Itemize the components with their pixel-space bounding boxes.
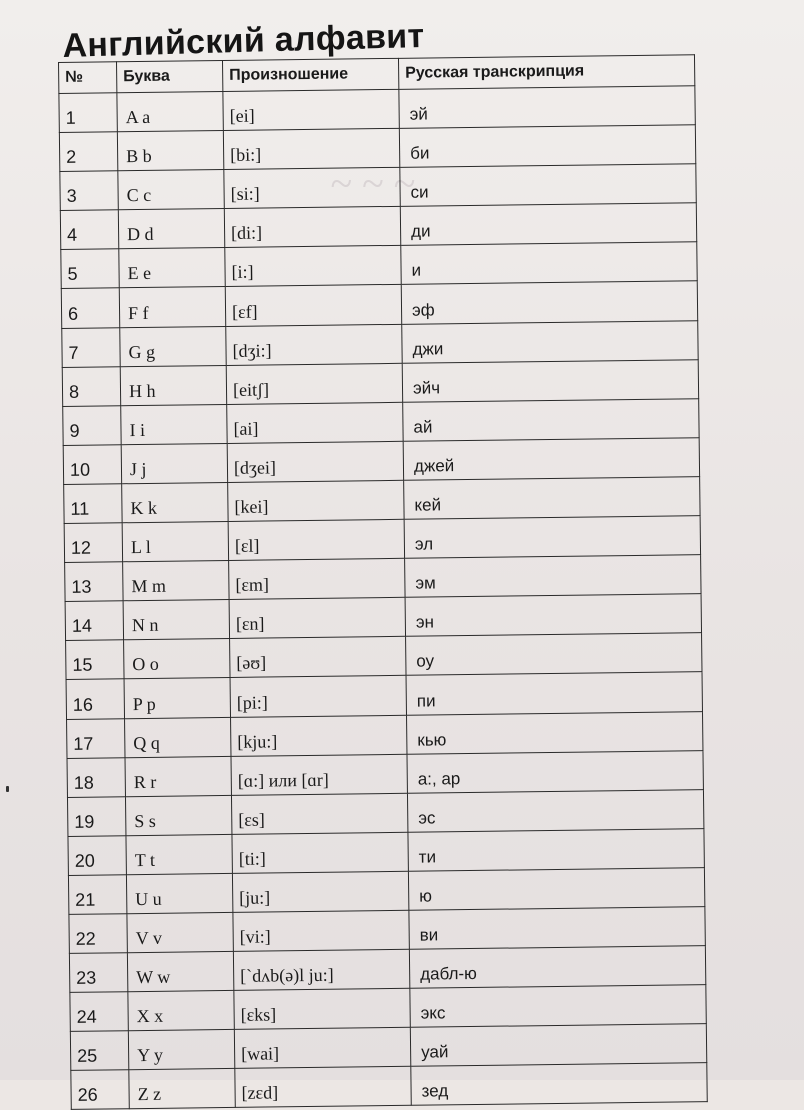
row-pronunciation: [əʊ] xyxy=(230,637,406,678)
header-letter: Буква xyxy=(117,60,223,92)
row-number: 21 xyxy=(68,875,126,915)
row-russian-transcription: эйч xyxy=(402,359,698,402)
row-number: 1 xyxy=(59,93,117,133)
row-number: 2 xyxy=(59,132,117,172)
row-russian-transcription: кей xyxy=(404,477,700,520)
row-letter: Q q xyxy=(125,717,231,757)
row-russian-transcription: зед xyxy=(411,1063,707,1106)
row-number: 11 xyxy=(64,484,122,524)
row-letter: M m xyxy=(123,561,229,601)
row-number: 16 xyxy=(66,679,124,719)
row-russian-transcription: би xyxy=(399,125,695,168)
row-russian-transcription: эн xyxy=(405,594,701,637)
row-letter: H h xyxy=(120,365,226,405)
row-letter: I i xyxy=(121,404,227,444)
row-letter: L l xyxy=(122,521,228,561)
table-body xyxy=(59,86,707,1110)
row-pronunciation: [wai] xyxy=(234,1028,410,1069)
row-number: 9 xyxy=(63,406,121,446)
row-number: 25 xyxy=(70,1031,128,1071)
row-letter: B b xyxy=(117,131,223,171)
row-russian-transcription: пи xyxy=(406,672,702,715)
row-number: 6 xyxy=(61,288,119,328)
row-pronunciation: [pi:] xyxy=(230,676,406,717)
row-russian-transcription: ви xyxy=(409,907,705,950)
row-russian-transcription: ти xyxy=(408,828,704,871)
row-pronunciation: [zɛd] xyxy=(235,1067,411,1108)
row-number: 12 xyxy=(64,523,122,563)
row-letter: G g xyxy=(120,326,226,366)
row-russian-transcription: эф xyxy=(401,281,697,324)
margin-mark xyxy=(6,786,9,792)
row-letter: S s xyxy=(125,795,231,835)
row-pronunciation: [ɛf] xyxy=(225,285,401,326)
row-pronunciation: [ju:] xyxy=(232,871,408,912)
row-letter: U u xyxy=(126,873,232,913)
row-russian-transcription: джей xyxy=(403,438,699,481)
alphabet-table-wrapper xyxy=(58,54,707,1110)
row-letter: Z z xyxy=(129,1069,235,1109)
row-russian-transcription: и xyxy=(401,242,697,285)
row-number: 14 xyxy=(65,601,123,641)
row-pronunciation: [ai] xyxy=(227,402,403,443)
header-pronunciation: Произношение xyxy=(222,58,398,91)
alphabet-table xyxy=(58,54,708,1110)
row-russian-transcription: ай xyxy=(403,398,699,441)
row-pronunciation: [ɛn] xyxy=(229,598,405,639)
row-pronunciation: [si:] xyxy=(224,168,400,209)
row-russian-transcription: а:, ар xyxy=(407,750,703,793)
row-pronunciation: [ɑ:] или [ɑr] xyxy=(231,754,407,795)
row-number: 18 xyxy=(67,757,125,797)
row-letter: P p xyxy=(124,678,230,718)
header-russian-transcription: Русская транскрипция xyxy=(398,55,694,90)
row-number: 10 xyxy=(63,445,121,485)
row-number: 26 xyxy=(71,1070,129,1110)
row-letter: X x xyxy=(128,991,234,1031)
row-number: 8 xyxy=(62,366,120,406)
row-pronunciation: [di:] xyxy=(224,207,400,248)
row-letter: E e xyxy=(119,248,225,288)
row-russian-transcription: эл xyxy=(404,516,700,559)
row-number: 13 xyxy=(65,562,123,602)
row-pronunciation: [kju:] xyxy=(231,715,407,756)
row-letter: J j xyxy=(121,443,227,483)
row-russian-transcription: дабл-ю xyxy=(409,946,705,989)
row-number: 20 xyxy=(68,836,126,876)
row-russian-transcription: эс xyxy=(407,789,703,832)
row-letter: A a xyxy=(117,91,223,131)
row-pronunciation: [ti:] xyxy=(232,832,408,873)
row-number: 23 xyxy=(69,953,127,993)
bleed-through-decoration: ~ ~ ~ xyxy=(330,161,415,206)
row-number: 3 xyxy=(60,171,118,211)
row-russian-transcription: эм xyxy=(405,555,701,598)
row-letter: Y y xyxy=(128,1030,234,1070)
row-letter: W w xyxy=(127,951,233,991)
row-russian-transcription: уай xyxy=(410,1024,706,1067)
row-pronunciation: [dʒi:] xyxy=(226,324,402,365)
row-pronunciation: [ɛl] xyxy=(228,519,404,560)
header-number: № xyxy=(59,62,117,94)
row-number: 7 xyxy=(62,327,120,367)
row-letter: T t xyxy=(126,834,232,874)
row-letter: R r xyxy=(125,756,231,796)
row-number: 17 xyxy=(67,718,125,758)
row-pronunciation: [ɛks] xyxy=(234,988,410,1029)
row-russian-transcription: эй xyxy=(399,86,695,129)
row-pronunciation: [i:] xyxy=(225,246,401,287)
row-letter: D d xyxy=(118,209,224,249)
row-letter: V v xyxy=(127,912,233,952)
row-pronunciation: [ei] xyxy=(223,89,399,130)
row-letter: K k xyxy=(122,482,228,522)
row-pronunciation: [ɛm] xyxy=(229,558,405,599)
row-russian-transcription: экс xyxy=(410,985,706,1028)
row-letter: F f xyxy=(119,287,225,327)
row-letter: O o xyxy=(124,639,230,679)
row-number: 19 xyxy=(67,796,125,836)
row-pronunciation: [`dʌb(ə)l ju:] xyxy=(233,949,409,990)
row-russian-transcription: кью xyxy=(407,711,703,754)
table-row xyxy=(71,1063,707,1110)
row-number: 15 xyxy=(66,640,124,680)
row-letter: C c xyxy=(118,170,224,210)
row-letter: N n xyxy=(123,600,229,640)
row-number: 24 xyxy=(70,992,128,1032)
row-pronunciation: [kei] xyxy=(228,480,404,521)
row-pronunciation: [eitʃ] xyxy=(226,363,402,404)
row-russian-transcription: ди xyxy=(400,203,696,246)
page-title: Английский алфавит xyxy=(62,16,425,65)
row-pronunciation: [vi:] xyxy=(233,910,409,951)
row-russian-transcription: джи xyxy=(402,320,698,363)
row-pronunciation: [dʒei] xyxy=(227,441,403,482)
row-pronunciation: [ɛs] xyxy=(231,793,407,834)
row-russian-transcription: ю xyxy=(408,868,704,911)
row-russian-transcription: си xyxy=(400,164,696,207)
row-pronunciation: [bi:] xyxy=(223,128,399,169)
row-number: 5 xyxy=(61,249,119,289)
row-number: 22 xyxy=(69,914,127,954)
row-number: 4 xyxy=(60,210,118,250)
row-russian-transcription: оу xyxy=(406,633,702,676)
